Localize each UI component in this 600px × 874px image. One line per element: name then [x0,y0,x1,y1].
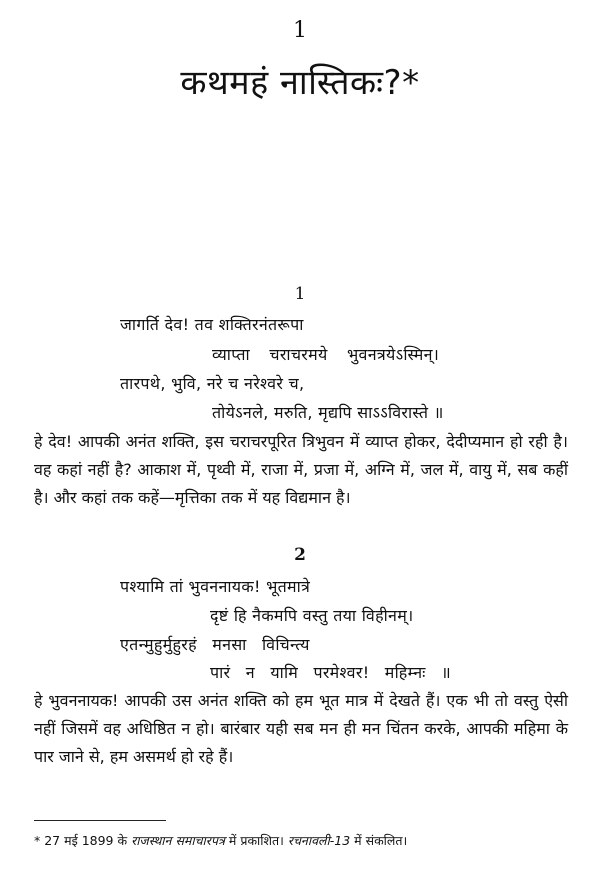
sloka-line: तोयेऽनले, मरुति, मृद्यपि साऽऽविरास्ते ॥ [212,403,444,422]
verse-translation: हे देव! आपकी अनंत शक्ति, इस चराचरपूरित त्रिभुवन में व्याप्त होकर, देदीप्यमान हो रही है। वह कहां नहीं है? आकाश में, पृथ्वी में, राजा में, प्रजा में, अग्नि में, जल में, वायु में, सब कहीं है। और कहां तक कहें—मृत्तिका तक में यह विद्यमान है। [34,432,568,507]
chapter-title: कथमहं नास्तिकः?* [180,63,420,103]
verse-translation: हे भुवननायक! आपकी उस अनंत शक्ति को हम भूत मात्र में देखते हैं। एक भी तो वस्तु ऐसी नहीं जिसमें वह अधिष्ठित न हो। बारंबार यही सब मन ही मन चिंतन करके, आपकी महिमा के पार जाने से, हम असमर्थ हो रहे हैं। [34,691,568,766]
verse-number: 1 [294,284,306,304]
sloka-line: पारं न यामि परमेश्वर! महिम्नः ॥ [210,663,451,682]
footnote-mid: में प्रकाशित। [228,833,284,848]
sloka-line: तारपथे, भुवि, नरे च नरेश्वरे च, [120,374,305,393]
footnote-collection: रचनावली-13 [287,833,351,848]
verse-number: 2 [294,545,306,565]
footnote-date: 27 मई 1899 के [44,833,128,848]
sloka-line: जागर्ति देव! तव शक्तिरनंतरूपा [120,315,304,334]
footnote-marker: * [34,833,41,848]
footnote-rule [34,820,166,821]
footnote-source: राजस्थान समाचारपत्र [131,833,225,848]
sloka-line: पश्यामि तां भुवननायक! भूतमात्रे [120,577,311,596]
sloka-line: एतन्मुहुर्मुहुरहं मनसा विचिन्त्य [120,635,310,654]
footnote-end: में संकलित। [354,833,408,848]
chapter-number: 1 [293,18,307,43]
footnote [34,832,407,849]
sloka-line: दृष्टं हि नैकमपि वस्तु तया विहीनम्। [210,606,414,625]
sloka-line: व्याप्ता चराचरमये भुवनत्रयेऽस्मिन्। [212,345,440,364]
